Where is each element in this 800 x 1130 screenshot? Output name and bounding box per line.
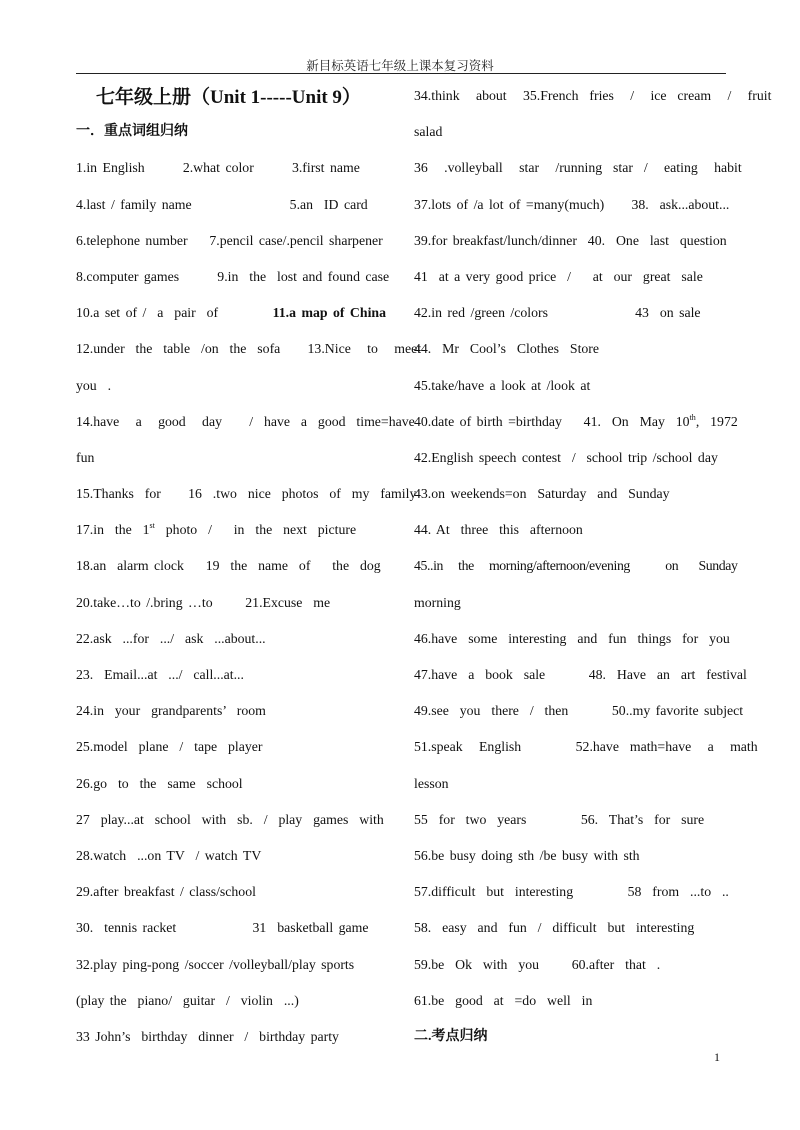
phrase-line: 49.see you there / then 50..my favorite subject — [414, 703, 744, 719]
phrase-line: 43.on weekends=on Saturday and Sunday — [414, 486, 670, 502]
phrase-line: 42.in red /green /colors 43 on sale — [414, 305, 701, 321]
phrase-line: 25.model plane / tape player — [76, 739, 263, 755]
phrase-line: lesson — [414, 775, 449, 791]
phrase-line: 28.watch ...on TV / watch TV — [76, 847, 262, 863]
phrase-line: 44. At three this afternoon — [414, 522, 583, 538]
phrase-line: 44. Mr Cool’s Clothes Store — [414, 341, 600, 357]
phrase-line: 42.English speech contest / school trip /school day — [414, 449, 718, 465]
page-number: 1 — [714, 1050, 720, 1064]
phrase-line — [76, 516, 386, 552]
phrase-line: morning — [414, 594, 461, 610]
phrase-text: , 1972 — [695, 413, 738, 429]
phrase-line: 39.for breakfast/lunch/dinner 40. One last question — [414, 232, 727, 248]
phrase-line: 15.Thanks for 16 .two nice photos of my family — [76, 486, 417, 502]
superscript: st — [149, 521, 155, 531]
phrase-line: 58. easy and fun / difficult but interesting — [414, 920, 695, 936]
phrase-line: 18.an alarm clock 19 the name of the dog — [76, 558, 381, 574]
phrase-line: 24.in your grandparents’ room — [76, 703, 266, 719]
section-heading-exam-points: 二.考点归纳 — [414, 1028, 488, 1044]
phrase-line: 55 for two years 56. That’s for sure — [414, 811, 705, 827]
phrase-text-bold: 11.a map of China — [272, 305, 386, 321]
phrase-line: 30. tennis racket 31 basketball game — [76, 920, 369, 936]
phrase-line: 12.under the table /on the sofa 13.Nice to meet — [76, 341, 422, 357]
phrase-line: 45..in the morning/afternoon/evening on Sunday — [414, 558, 738, 574]
phrase-line: 22.ask ...for .../ ask ...about... — [76, 630, 266, 646]
right-column — [414, 82, 772, 1059]
phrase-line — [414, 408, 738, 444]
phrase-line: 34.think about 35.French fries / ice cream / fruit — [414, 88, 772, 103]
phrase-line: 59.be Ok with you 60.after that . — [414, 956, 661, 972]
phrase-line: 32.play ping-pong /soccer /volleyball/play sports — [76, 956, 355, 972]
phrase-text: 17.in the 1 — [76, 522, 150, 538]
phrase-line: 6.telephone number 7.pencil case/.pencil sharpener — [76, 232, 383, 248]
phrase-line: salad — [414, 124, 443, 140]
phrase-line: 4.last / family name 5.an ID card — [76, 196, 368, 212]
phrase-line: 56.be busy doing sth /be busy with sth — [414, 847, 640, 863]
phrase-line: 45.take/have a look at /look at — [414, 377, 591, 393]
phrase-line: 1.in English 2.what color 3.first name — [76, 160, 360, 176]
phrase-line: 27 play...at school with sb. / play games with — [76, 811, 384, 827]
phrase-line: 51.speak English 52.have math=have a math — [414, 739, 758, 755]
phrase-line: 29.after breakfast / class/school — [76, 884, 256, 900]
superscript: th — [689, 412, 696, 422]
phrase-text: 40.date of birth =birthday 41. On May 10 — [414, 413, 690, 429]
phrase-line: (play the piano/ guitar / violin ...) — [76, 992, 299, 1008]
page-header: 新目标英语七年级上课本复习资料 — [306, 59, 494, 73]
document-title: 七年级上册（Unit 1-----Unit 9） — [96, 87, 361, 108]
phrase-line: 8.computer games 9.in the lost and found case — [76, 268, 390, 284]
left-column — [76, 82, 422, 1059]
phrase-line: 36 .volleyball star /running star / eating habit — [414, 160, 742, 176]
phrase-line: 46.have some interesting and fun things for you — [414, 630, 730, 646]
phrase-line — [76, 299, 386, 335]
header-rule — [76, 73, 726, 74]
phrase-line: 20.take…to /.bring …to 21.Excuse me — [76, 594, 331, 610]
phrase-text: photo / in the next picture — [154, 522, 357, 538]
phrase-line: fun — [76, 449, 95, 465]
phrase-line: 57.difficult but interesting 58 from ...to .. — [414, 884, 729, 900]
phrase-line: 41 at a very good price / at our great sale — [414, 268, 703, 284]
phrase-line: 33 John’s birthday dinner / birthday party — [76, 1028, 339, 1044]
phrase-line: 37.lots of /a lot of =many(much) 38. ask...about... — [414, 196, 730, 212]
section-heading-key-phrases: 一．重点词组归纳 — [76, 124, 188, 140]
phrase-line: 26.go to the same school — [76, 775, 243, 791]
phrase-line: 14.have a good day / have a good time=have — [76, 413, 415, 429]
phrase-line: 47.have a book sale 48. Have an art festival — [414, 667, 747, 682]
phrase-line: 61.be good at =do well in — [414, 992, 593, 1008]
phrase-line: you . — [76, 377, 112, 393]
phrase-line: 23. Email...at .../ call...at... — [76, 667, 244, 682]
phrase-text: 10.a set of / a pair of — [76, 305, 219, 321]
